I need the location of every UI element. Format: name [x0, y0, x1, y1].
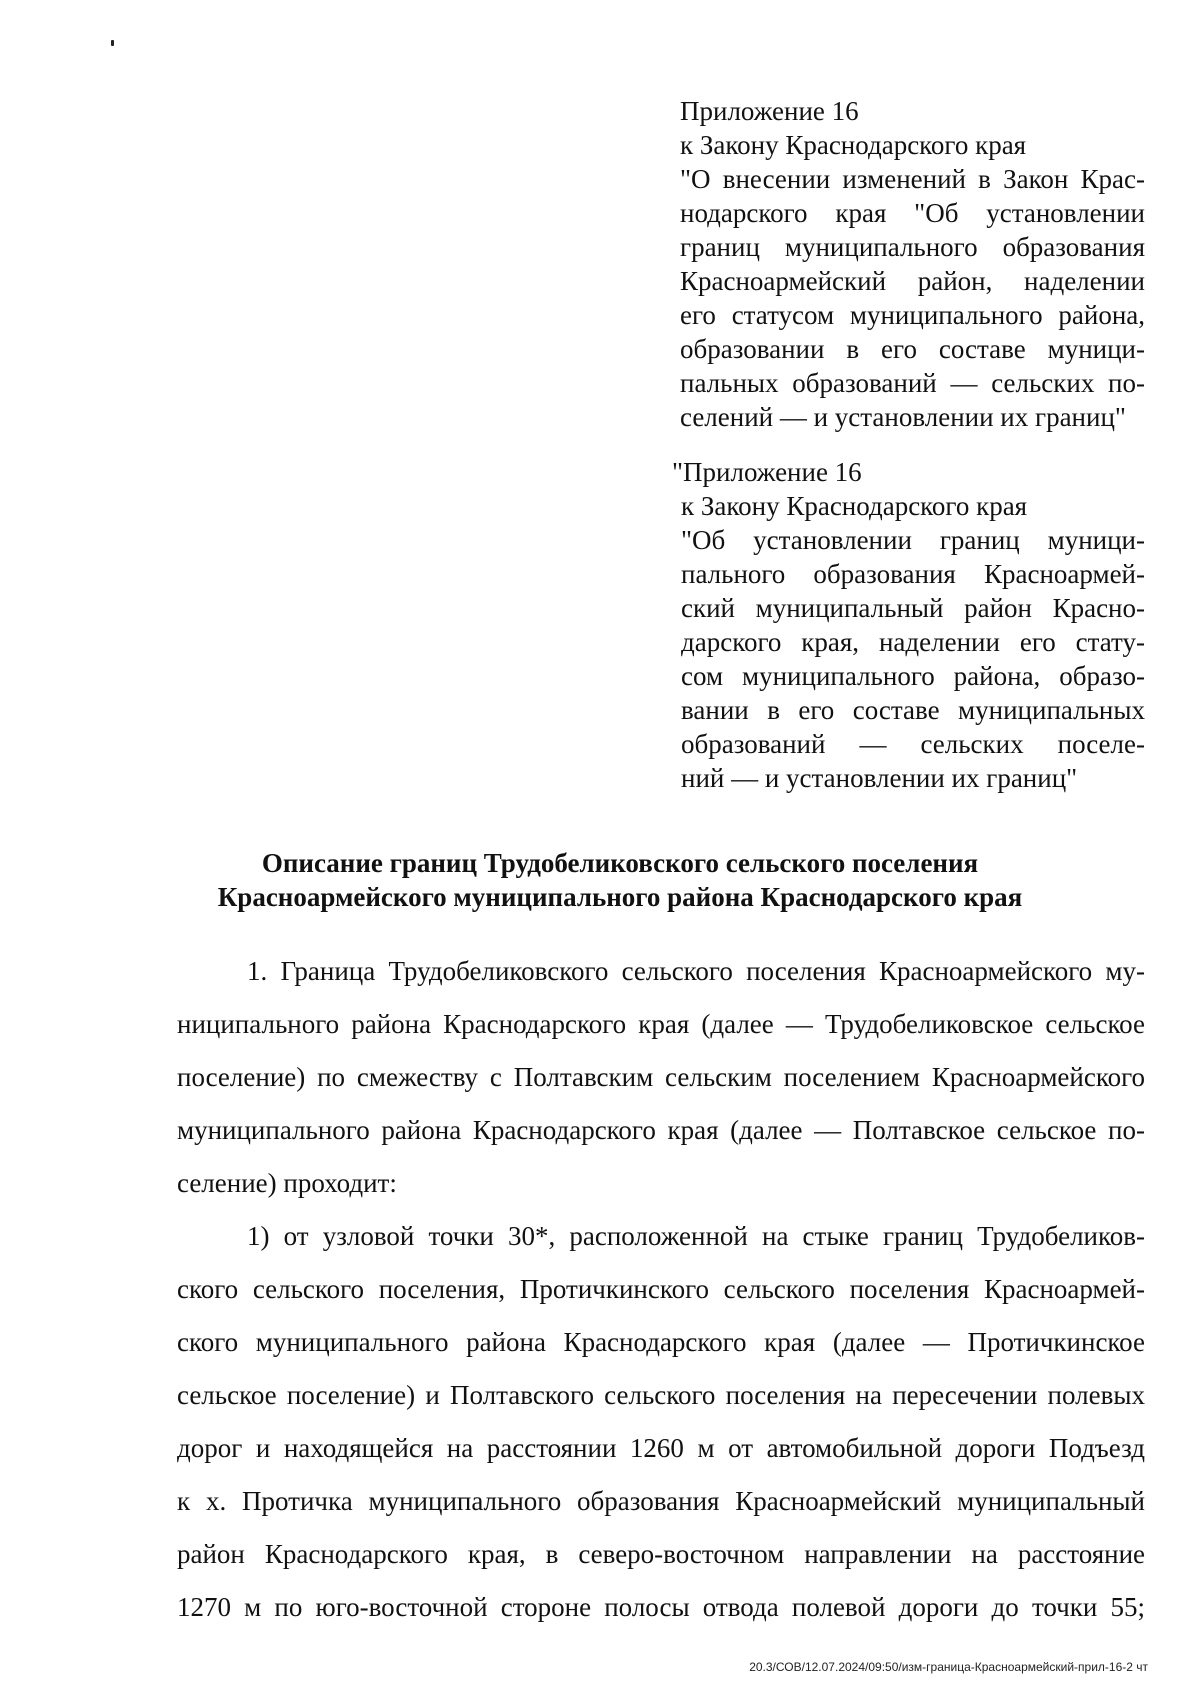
body-line: 1) от узловой точки 30*, расположенной на стыке границ Трудобеликов-	[247, 1221, 1145, 1251]
annex-amendment-block	[680, 94, 1145, 434]
body-line: к х. Протичка муниципального образования Красноармейский муниципальный	[177, 1486, 1145, 1516]
annex-line: пального образования Красноармей-	[681, 559, 1145, 589]
annex-line: его статусом муниципального района,	[680, 300, 1145, 330]
body-line: муниципального района Краснодарского края (далее — Полтавское сельское по-	[177, 1115, 1145, 1145]
annex-line: к Закону Краснодарского края	[681, 491, 1028, 521]
annex-line: Красноармейский район, наделении	[680, 266, 1145, 296]
annex-line: вании в его составе муниципальных	[681, 695, 1145, 725]
body-line: поселение) по смежеству с Полтавским сельским поселением Красноармейского	[177, 1062, 1145, 1092]
annex-line: пальных образований — сельских по-	[680, 368, 1145, 398]
body-line: ниципального района Краснодарского края (далее — Трудобеликовское сельское	[177, 1009, 1145, 1039]
body-line: 1270 м по юго-восточной стороне полосы отвода полевой дороги до точки 55;	[177, 1592, 1145, 1622]
annex-line: Приложение 16	[680, 96, 859, 126]
annex-line: "Об установлении границ муници-	[681, 525, 1145, 555]
annex-line: ский муниципальный район Красно-	[681, 593, 1145, 623]
body-line: 1. Граница Трудобеликовского сельского поселения Красноармейского му-	[247, 956, 1145, 986]
annex-line: "О внесении изменений в Закон Крас-	[680, 164, 1145, 194]
body-line: ского сельского поселения, Протичкинского сельского поселения Красноармей-	[177, 1274, 1145, 1304]
body-line: дорог и находящейся на расстоянии 1260 м от автомобильной дороги Подъезд	[177, 1433, 1145, 1463]
annex-line: нодарского края "Об установлении	[680, 198, 1145, 228]
document-footer-code: 20.3/СОВ/12.07.2024/09:50/изм-граница-Красноармейский-прил-16-2 чт	[749, 1660, 1148, 1674]
title-line-1: Описание границ Трудобеликовского сельского поселения	[261, 848, 979, 878]
annex-line: "Приложение 16	[672, 457, 862, 487]
annex-line: образовании в его составе муници-	[680, 334, 1145, 364]
body-line: селение) проходит:	[177, 1168, 397, 1198]
annex-line: к Закону Краснодарского края	[680, 130, 1027, 160]
annex-line: границ муниципального образования	[680, 232, 1145, 262]
body-line: район Краснодарского края, в северо-восточном направлении на расстояние	[177, 1539, 1145, 1569]
annex-line: ний — и установлении их границ"	[681, 763, 1078, 793]
annex-line: дарского края, наделении его стату-	[681, 627, 1145, 657]
body-line: сельское поселение) и Полтавского сельского поселения на пересечении полевых	[177, 1380, 1145, 1410]
annex-original-block	[672, 455, 1145, 795]
document-title	[160, 846, 1080, 914]
annex-line: сом муниципального района, образо-	[681, 661, 1145, 691]
annex-line: образований — сельских поселе-	[681, 729, 1145, 759]
scan-speck	[111, 40, 114, 46]
body-line: ского муниципального района Краснодарского края (далее — Протичкинское	[177, 1327, 1145, 1357]
title-line-2: Красноармейского муниципального района Краснодарского края	[217, 882, 1023, 912]
body-text	[177, 945, 1145, 1634]
annex-line: селений — и установлении их границ"	[680, 402, 1126, 432]
